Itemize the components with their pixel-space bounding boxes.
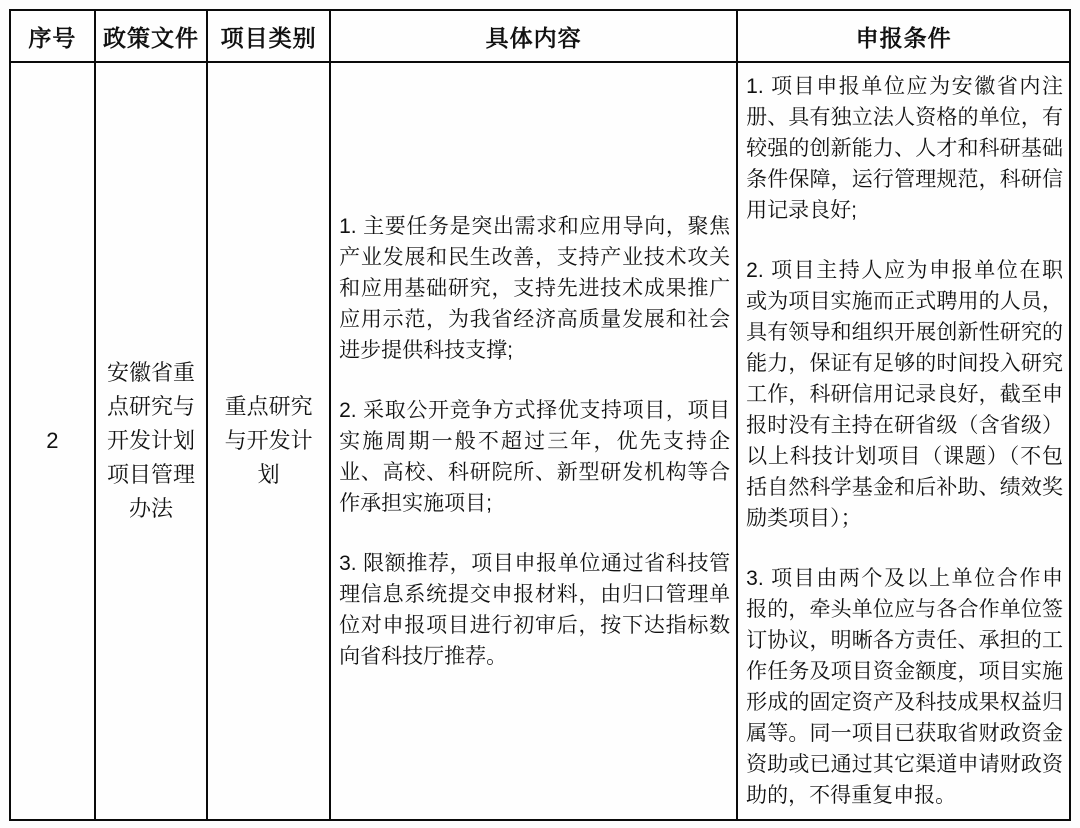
content-paragraph-3: 3. 限额推荐，项目申报单位通过省科技管理信息系统提交申报材料，由归口管理单位对申报项目进行初审后，按下达指标数向省科技厅推荐。 [339, 551, 731, 668]
header-index: 序号 [10, 10, 95, 62]
policy-table [9, 9, 1071, 821]
condition-paragraph-2: 2. 项目主持人应为申报单位在职或为项目实施而正式聘用的人员，具有领导和组织开展创新性研究的能力，保证有足够的时间投入研究工作，科研信用记录良好，截至申报时没有主持在研省级（含省级）以上科技计划项目（课题）（不包括自然科学基金和后补助、绩效奖励类项目）； [746, 259, 1063, 530]
conditions-cell [737, 62, 1070, 820]
content-paragraph-2: 2. 采取公开竞争方式择优支持项目，项目实施周期一般不超过三年，优先支持企业、高校、科研院所、新型研发机构等合作承担实施项目; [339, 398, 731, 515]
header-policy-document: 政策文件 [95, 10, 207, 62]
content-paragraph-1: 1. 主要任务是突出需求和应用导向，聚焦产业发展和民生改善，支持产业技术攻关和应用基础研究，支持先进技术成果推广应用示范，为我省经济高质量发展和社会进步提供科技支撑; [339, 214, 731, 362]
project-category-cell: 重点研究与开发计划 [207, 62, 330, 820]
table-row [10, 62, 1070, 820]
condition-paragraph-1: 1. 项目申报单位应为安徽省内注册、具有独立法人资格的单位，有较强的创新能力、人才和科研基础条件保障，运行管理规范，科研信用记录良好; [746, 75, 1063, 222]
header-project-category: 项目类别 [207, 10, 330, 62]
header-conditions: 申报条件 [737, 10, 1070, 62]
condition-paragraph-3: 3. 项目由两个及以上单位合作申报的，牵头单位应与各合作单位签订协议，明晰各方责任、承担的工作任务及项目资金额度，项目实施形成的固定资产及科技成果权益归属等。同一项目已获取省财政资金资助或已通过其它渠道申请财政资助的，不得重复申报。 [746, 567, 1063, 807]
header-row [10, 10, 1070, 62]
policy-document-cell: 安徽省重点研究与开发计划项目管理办法 [95, 62, 207, 820]
row-index-cell: 2 [10, 62, 95, 820]
header-content: 具体内容 [330, 10, 737, 62]
content-cell [330, 62, 737, 820]
